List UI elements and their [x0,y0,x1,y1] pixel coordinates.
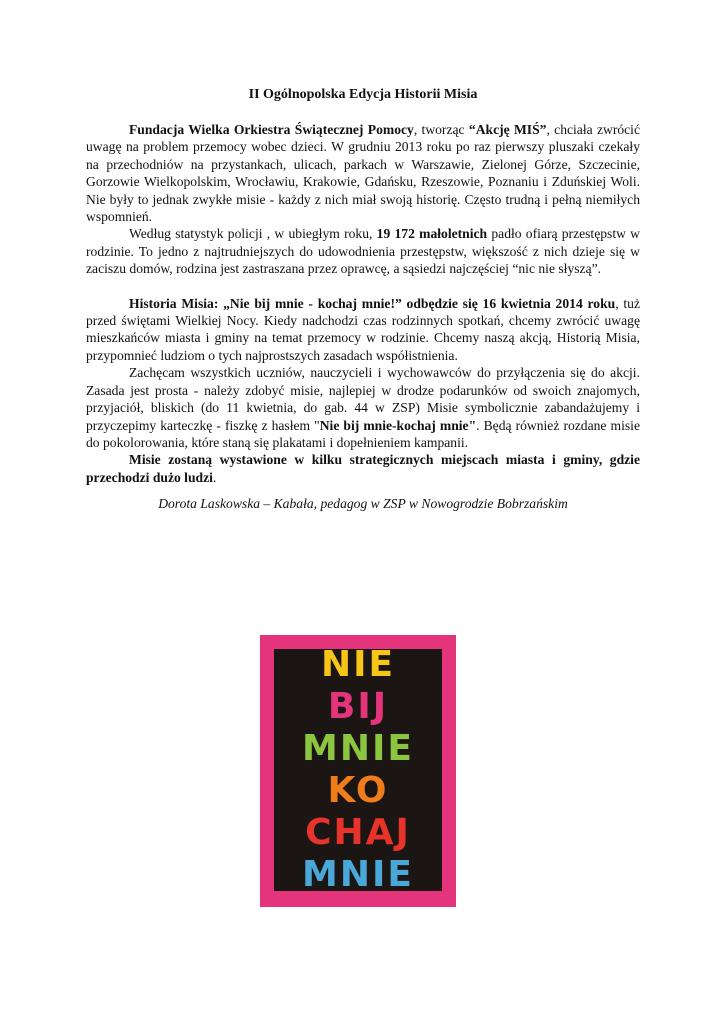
foundation-name: Fundacja Wielka Orkiestra Świątecznej Pomocy [129,122,414,137]
victims-count: 19 172 małoletnich [376,226,488,242]
paragraph-intro [86,121,640,225]
poster-line-mnie-2: MNIE [302,854,414,895]
paragraph-exhibition-text: . [212,469,217,485]
paragraph-statistics-text-2: padło ofiarą przestępstw w rodzinie. To jedno z najtrudniejszych do udowodnienia przestępstw, większość z nich dzieje się w zaciszu domów, rodzina jest zastraszana przez oprawcę, a sąsiedzi najczęściej “nic nie słyszą”. [86,226,640,277]
poster-panel [274,644,442,895]
paragraph-statistics-text-1: Według statystyk policji , w ubiegłym roku, [129,226,377,242]
poster-line-mnie: MNIE [302,728,414,769]
campaign-name: “Akcję MIŚ” [468,122,547,137]
exhibition-note: Misie zostaną wystawione w kilku strategicznych miejscach miasta i gminy, gdzie przechodzi dużo ludzi [86,452,640,485]
poster-line-nie: NIE [320,644,396,685]
campaign-poster [260,635,456,907]
paragraph-intro-text-2: , chciała zwrócić uwagę na problem przemocy wobec dzieci. W grudniu 2013 roku po raz pierwszy pluszaki czekały na przechodniów na przystankach, ulicach, parkach w Warszawie, Zielonej Górze, Szczecinie, Gorzowie Wielkopolskim, Wrocławiu, Krakowie, Gdańsku, Rzeszowie, Poznaniu i Zduńskiej Woli. Nie były to jednak zwykłe misie - każdy z nich miał swoją historię. Często trudną i pełną niemiłych wspomnień. [86,122,640,225]
slogan: Nie bij mnie-kochaj mnie" [319,417,477,433]
document-page [86,86,640,513]
poster-line-bij: BIJ [327,686,389,727]
paragraph-invitation [86,364,640,451]
paragraph-exhibition [86,451,640,486]
poster-line-ko: KO [327,770,389,811]
poster-line-chaj: CHAJ [305,812,411,853]
paragraph-statistics [86,225,640,277]
paragraph-invitation-text-1: Zachęcam wszystkich uczniów, nauczycieli i wychowawców do przyłączenia się do akcji. Zasada jest prosta - należy zdobyć misie, najlepiej w drodze podarunków od swoich znajomych, przyjaciół, bliskich (do 11 kwietnia, do gab. 44 w ZSP) Misie symbolicznie zabandażujemy i przyczepimy karteczkę - fiszkę z hasłem " [86,365,640,433]
paragraph-invitation-text-2: . Będą również rozdane misie do pokolorowania, które staną się plakatami i dopełnieniem kampanii. [86,417,640,450]
paragraph-intro-text-1: , tworząc [413,122,469,137]
event-announcement: Historia Misia: „Nie bij mnie - kochaj mnie!” odbędzie się 16 kwietnia 2014 roku [129,295,616,311]
paragraph-event-text: , tuż przed świętami Wielkiej Nocy. Kiedy nadchodzi czas rodzinnych spotkań, chcemy zwrócić uwagę mieszkańców miasta i gminy na temat przemocy w rodzinie. Chcemy naszą akcją, Historią Misia, przypomnieć ludziom o tych najprostszych zasadach współistnienia. [86,295,640,363]
paragraph-event [86,295,640,365]
document-title: II Ogólnopolska Edycja Historii Misia [248,87,478,102]
author-signature: Dorota Laskowska – Kabała, pedagog w ZSP w Nowogrodzie Bobrzańskim [158,496,568,512]
